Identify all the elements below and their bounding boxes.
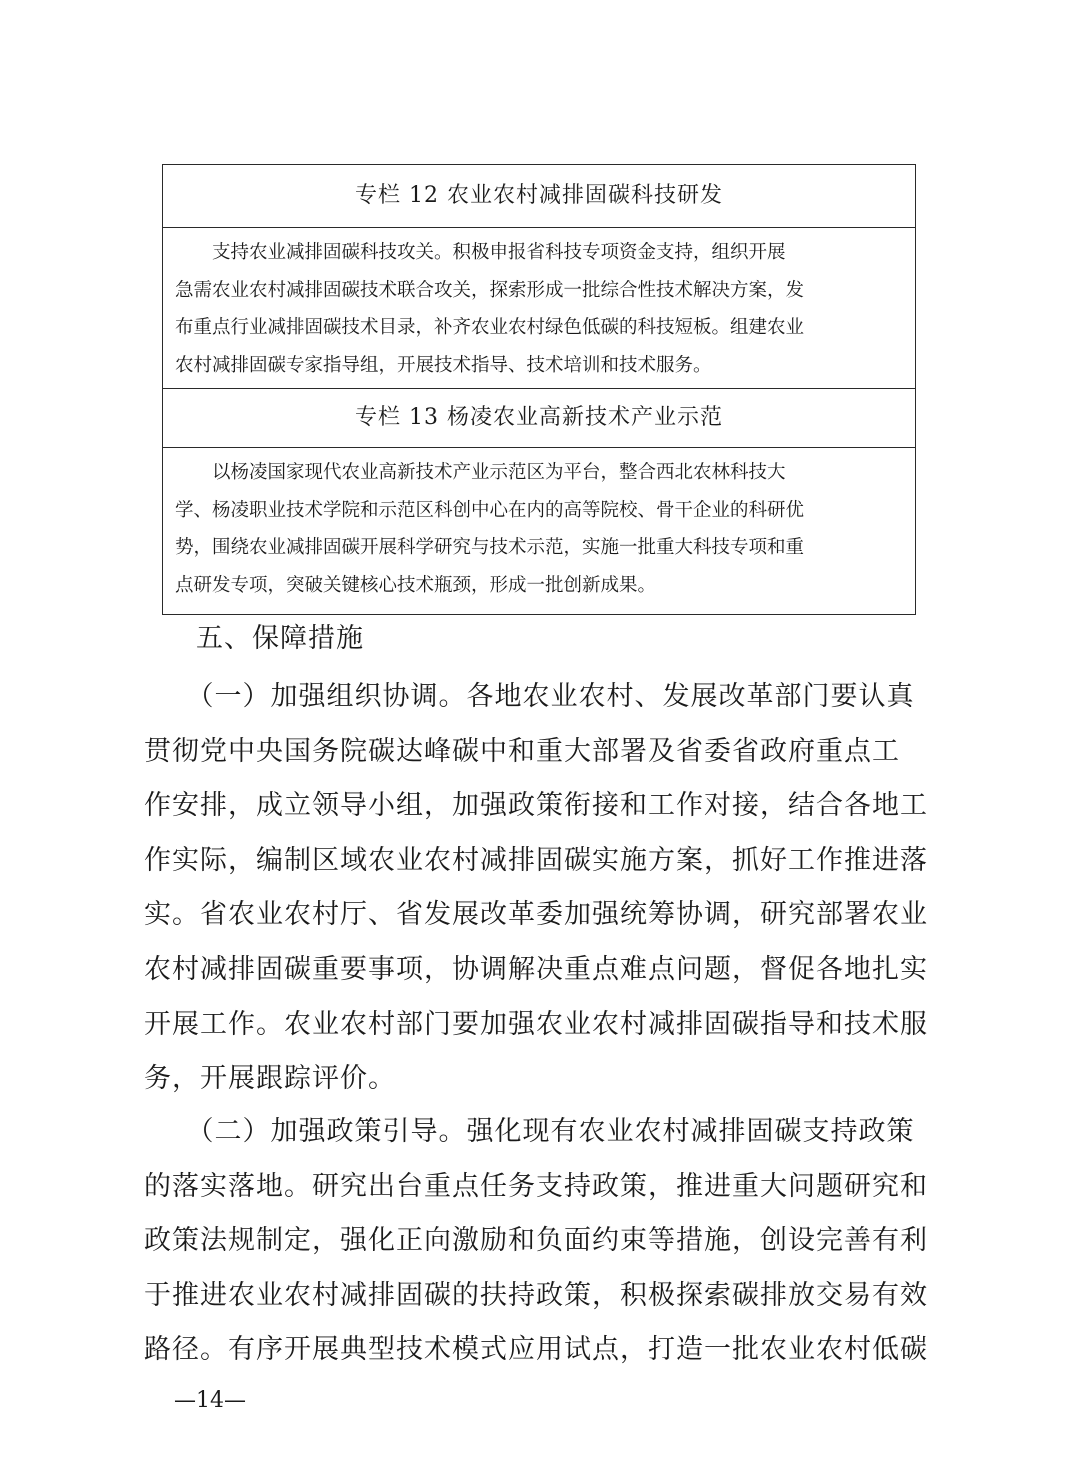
- box-13-title: 专栏 13 杨凌农业高新技术产业示范: [163, 389, 915, 448]
- box-13-line: 以杨凌国家现代农业高新技术产业示范区为平台，整合西北农林科技大: [175, 462, 786, 483]
- paragraph-line: 作实际，编制区域农业农村减排固碳实施方案，抓好工作推进落: [144, 844, 928, 876]
- section-heading: 五、保障措施: [196, 623, 364, 654]
- paragraph-line: （一）加强组织协调。各地农业农村、发展改革部门要认真: [144, 681, 915, 712]
- paragraph-line: 务，开展跟踪评价。: [144, 1063, 396, 1095]
- box-13-body: [163, 448, 915, 614]
- paragraph-line: 作安排，成立领导小组，加强政策衔接和工作对接，结合各地工: [144, 790, 928, 822]
- paragraph-line: （二）加强政策引导。强化现有农业农村减排固碳支持政策: [144, 1116, 915, 1147]
- box-12-line: 支持农业减排固碳科技攻关。积极申报省科技专项资金支持，组织开展: [175, 242, 786, 263]
- box-13-line: 点研发专项，突破关键核心技术瓶颈，形成一批创新成果。: [175, 574, 657, 596]
- column-boxes: [162, 164, 916, 615]
- paragraph-organization: [144, 670, 944, 1107]
- paragraph-line: 于推进农业农村减排固碳的扶持政策，积极探索碳排放交易有效: [144, 1279, 928, 1311]
- box-12-line: 急需农业农村减排固碳技术联合攻关，探索形成一批综合性技术解决方案，发: [175, 279, 805, 301]
- paragraph-line: 贯彻党中央国务院碳达峰碳中和重大部署及省委省政府重点工: [144, 735, 900, 767]
- paragraph-line: 政策法规制定，强化正向激励和负面约束等措施，创设完善有利: [144, 1225, 928, 1257]
- box-13-line: 学、杨凌职业技术学院和示范区科创中心在内的高等院校、骨干企业的科研优: [175, 499, 805, 521]
- paragraph-policy: [144, 1105, 944, 1378]
- box-12-body: [163, 228, 915, 389]
- paragraph-line: 路径。有序开展典型技术模式应用试点，打造一批农业农村低碳: [144, 1334, 928, 1366]
- box-12-line: 农村减排固碳专家指导组，开展技术指导、技术培训和技术服务。: [175, 354, 712, 376]
- paragraph-line: 实。省农业农村厅、省发展改革委加强统筹协调，研究部署农业: [144, 899, 928, 931]
- page-number: —14—: [174, 1388, 246, 1413]
- paragraph-line: 农村减排固碳重要事项，协调解决重点难点问题，督促各地扎实: [144, 953, 928, 985]
- paragraph-line: 开展工作。农业农村部门要加强农业农村减排固碳指导和技术服: [144, 1008, 928, 1040]
- box-12-line: 布重点行业减排固碳技术目录，补齐农业农村绿色低碳的科技短板。组建农业: [175, 317, 805, 338]
- box-12-title: 专栏 12 农业农村减排固碳科技研发: [163, 165, 915, 228]
- box-13-line: 势，围绕农业减排固碳开展科学研究与技术示范，实施一批重大科技专项和重: [175, 537, 805, 558]
- paragraph-line: 的落实落地。研究出台重点任务支持政策，推进重大问题研究和: [144, 1170, 928, 1202]
